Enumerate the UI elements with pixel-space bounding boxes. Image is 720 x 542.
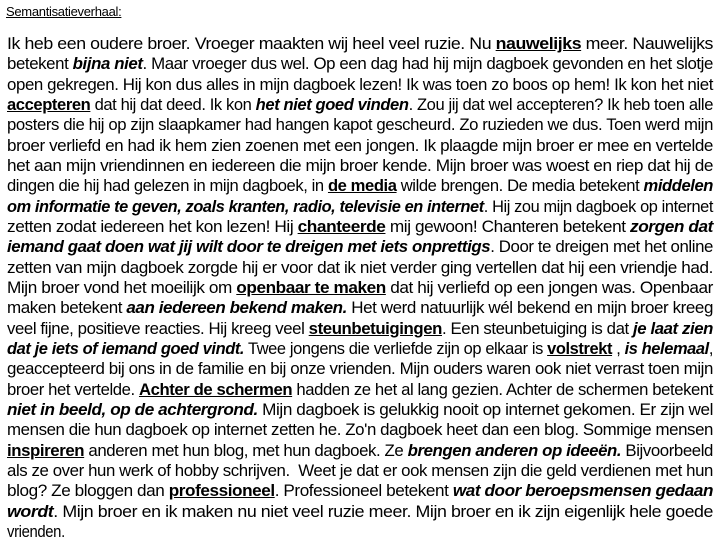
key-term: de media	[327, 177, 397, 196]
text-line	[7, 481, 720, 501]
key-term: professioneel	[168, 482, 275, 501]
key-term: volstrekt	[547, 339, 613, 358]
story-text	[7, 34, 715, 542]
text-segment: . Zou jij dat wel accepteren? Ik heb toen alle	[408, 95, 713, 114]
text-segment: . Een steunbetuiging is dat	[441, 319, 634, 338]
text-line	[7, 441, 720, 461]
text-segment: Mijn broer vond het moeilijk om	[7, 278, 237, 297]
text-segment: broer verliefd en had ik hem zien zoenen met een jongen. Ik plaagde mijn broer er mee en vertelde	[7, 136, 713, 155]
text-segment: vrienden.	[7, 522, 65, 541]
text-segment: Het werd natuurlijk wél bekend en mijn broer kreeg	[346, 299, 713, 318]
text-line	[7, 136, 720, 156]
definition: middelen	[643, 177, 713, 196]
text-segment: Mijn dagboek is gelukkig nooit op internet gekomen. Er zijn wel	[257, 400, 713, 419]
text-segment: geaccepteerd bij ons in de familie en bij onze vrienden. Mijn ouders waren ook niet verrast toen mijn	[7, 360, 713, 379]
text-segment: Bijvoorbeeld	[621, 441, 713, 460]
text-line	[7, 75, 720, 95]
text-line	[7, 380, 720, 400]
text-line	[7, 217, 720, 237]
definition: niet in beeld, op de achtergrond.	[7, 400, 258, 419]
text-segment: ,	[708, 339, 713, 358]
text-segment: Twee jongens die verliefde zijn op elkaar is	[244, 339, 548, 358]
text-line	[7, 197, 713, 217]
key-term: chanteerde	[297, 217, 386, 236]
text-segment: . Professioneel betekent	[274, 482, 453, 501]
text-line	[7, 339, 712, 359]
text-line	[7, 400, 720, 420]
text-segment: ,	[612, 339, 625, 358]
text-line	[7, 502, 720, 522]
definition: bijna niet	[72, 55, 143, 74]
text-line	[7, 115, 720, 135]
text-segment: mij gewoon! Chanteren betekent	[385, 217, 630, 236]
text-segment: open gekregen. Hij kon dus alles in mijn dagboek lezen! Ik was toen zo boos op hem! Ik kon het niet	[7, 75, 713, 94]
text-segment: zetten zodat iedereen het kon lezen! Hij	[7, 217, 298, 236]
text-line	[7, 54, 720, 74]
text-line	[7, 298, 720, 318]
text-line	[7, 156, 720, 176]
key-term: inspireren	[7, 441, 85, 460]
text-segment: hadden ze het al lang gezien. Achter de schermen betekent	[292, 380, 713, 399]
text-segment: . Hij zou mijn dagboek op internet	[483, 197, 713, 216]
text-line	[7, 278, 720, 298]
text-line	[7, 461, 720, 481]
definition: om informatie te geven, zoals kranten, radio, televisie en internet	[7, 197, 484, 216]
text-segment: betekent	[7, 55, 73, 74]
definition: aan iedereen bekend maken.	[126, 299, 347, 318]
text-segment: broer het vertelde.	[7, 380, 139, 399]
definition: je laat zien	[633, 319, 713, 338]
definition: is helemaal	[624, 339, 709, 358]
text-line	[7, 319, 720, 339]
text-segment: het aan mijn vriendinnen en iedereen die mijn broer kende. Mijn broer was woest en riep dat hij de	[7, 156, 713, 175]
text-segment: veel fijne, positieve reacties. Hij kreeg veel	[7, 319, 309, 338]
definition: brengen anderen op ideeën.	[407, 441, 622, 460]
text-segment: . Door te dreigen met het online	[490, 238, 713, 257]
key-term: openbaar te maken	[236, 278, 386, 297]
key-term: accepteren	[7, 95, 91, 114]
text-line	[7, 95, 717, 115]
text-segment: mensen die hun dagboek op internet zetten he. Zo'n dagboek heet dan een blog. Sommige mensen	[7, 421, 714, 440]
text-segment: zetten van mijn dagboek zorgde hij er voor dat ik niet verder ging vertellen dat hij een vriendje had.	[7, 258, 714, 277]
text-line	[7, 420, 720, 440]
key-term: Achter de schermen	[138, 380, 293, 399]
definition: wat door beroepsmensen gedaan	[452, 482, 713, 501]
text-line	[7, 34, 720, 54]
definition: wordt	[7, 502, 54, 521]
text-segment: meer. Nauwelijks	[581, 35, 713, 53]
text-segment: posters die hij op zijn slaapkamer had hangen kapot gescheurd. Zo ruzieden we dus. Toen werd mijn	[7, 116, 713, 135]
definition: iemand gaat doen wat jij wilt door te dreigen met iets onprettigs	[7, 238, 491, 257]
text-segment: wilde brengen. De media betekent	[396, 177, 644, 196]
definition: dat je iets of iemand goed vindt.	[7, 339, 245, 358]
key-term: steunbetuigingen	[308, 319, 442, 338]
text-segment: als ze over hun werk of hobby schrijven. Weet je dat er ook mensen zijn die geld verdienen met hun	[7, 461, 714, 480]
text-segment: dingen die hij had gelezen in mijn dagboek, in	[7, 177, 328, 196]
text-segment: Ik heb een oudere broer. Vroeger maakten wij heel veel ruzie. Nu	[7, 35, 496, 53]
definition: zorgen dat	[629, 217, 713, 236]
text-segment: . Maar vroeger dus wel. Op een dag had hij mijn dagboek gevonden en het slotje	[142, 55, 713, 74]
text-line	[7, 359, 720, 379]
text-line	[7, 522, 644, 542]
definition: het niet goed vinden	[255, 95, 409, 114]
text-segment: dat hij verliefd op een jongen was. Openbaar	[385, 278, 713, 297]
text-line	[7, 237, 720, 257]
key-term: nauwelijks	[495, 35, 582, 53]
text-segment: blog? Ze bloggen dan	[7, 482, 169, 501]
text-segment: anderen met hun blog, met hun dagboek. Ze	[84, 441, 408, 460]
document-title: Semantisatieverhaal:	[6, 4, 122, 19]
text-segment: dat hij dat deed. Ik kon	[90, 95, 256, 114]
text-segment: . Mijn broer en ik maken nu niet veel ruzie meer. Mijn broer en ik zijn eigenlijk hele goede	[53, 502, 714, 521]
text-segment: maken betekent	[7, 299, 127, 318]
text-line	[7, 176, 718, 196]
text-line	[7, 258, 720, 278]
